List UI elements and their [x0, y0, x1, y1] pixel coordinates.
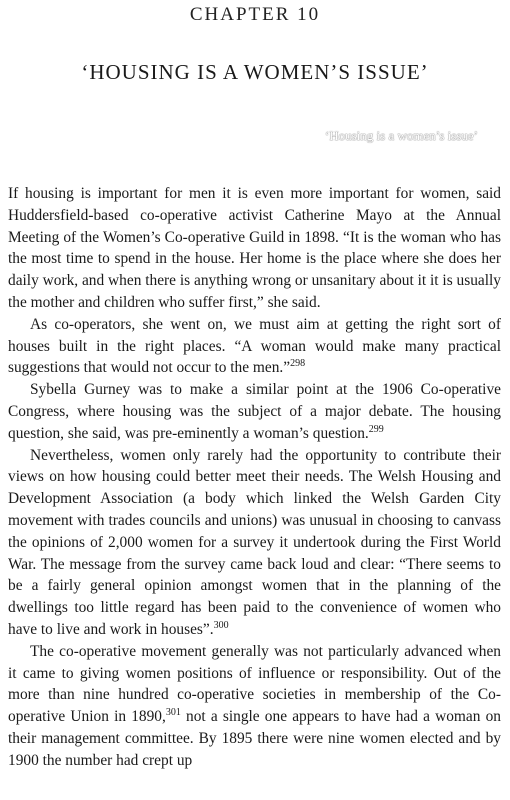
chapter-label: CHAPTER 10 [189, 4, 321, 25]
footnote-marker: 298 [290, 358, 306, 370]
paragraph-text: not a single one appears to have had a woman on their management committee. By 1895 there were nine women elected and by 1900 the number had crept up [8, 708, 501, 769]
paragraph-2 [8, 314, 501, 379]
paragraph-text: Nevertheless, women only rarely had the opportunity to contribute their views on how housing could better meet their needs. The Welsh Housing and Development Association (a body which linked the Welsh Garden City movement with trades councils and unions) was unusual in choosing to canvass the opinions of 2,000 women for a survey it undertook during the First World War. The message from the survey came back loud and clear: “There seems to be a fairly general opinion amongst women that in the planning of the dwellings too little regard has been paid to the convenience of women who have to live and work in houses”. [8, 446, 501, 638]
paragraph-text: If housing is important for men it is even more important for women, said Huddersfield-based co-operative activist Catherine Mayo at the Annual Meeting of the Women’s Co-operative Guild in 1898. “It is the woman who has the most time to spend in the house. Her home is the place where she does her daily work, and when there is anything wrong or unsanitary about it it is usually the mother and children who suffer first,” she said. [8, 185, 501, 311]
paragraph-text: The co-operative movement generally was not particularly advanced when it came to giving women positions of influence or responsibility. Out of the more than nine hundred co-operative societies in membership of the Co-operative Union in 1890, [8, 642, 501, 726]
paragraph-text: Sybella Gurney was to make a similar point at the 1906 Co-operative Congress, where housing was the subject of a major debate. The housing question, she said, was pre-eminently a woman’s question. [8, 381, 501, 442]
paragraph-text: As co-operators, she went on, we must aim at getting the right sort of houses built in the right places. “A woman would make many practical suggestions that would not occur to the men.” [8, 315, 501, 377]
paragraph-3 [8, 379, 501, 444]
paragraph-5 [8, 641, 501, 772]
running-head: ‘Housing is a women’s issue’ [324, 128, 478, 143]
footnote-marker: 300 [213, 619, 229, 631]
body-text [8, 183, 501, 772]
footnote-marker: 301 [165, 707, 181, 718]
chapter-title: ‘HOUSING IS A WOMEN’S ISSUE’ [81, 60, 429, 84]
paragraph-1 [8, 183, 501, 314]
footnote-marker: 299 [368, 423, 384, 435]
paragraph-4 [8, 445, 501, 641]
